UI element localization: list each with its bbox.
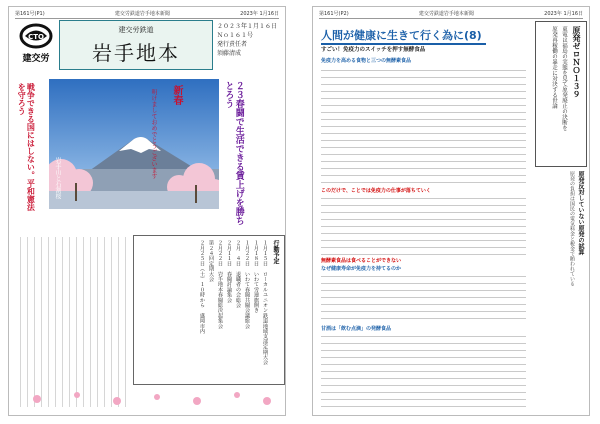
schedule-label: 行動予定 <box>272 240 279 264</box>
article-red-note-2: 無酵素食品は食べることができない <box>321 258 402 264</box>
schedule-item: １月１８日 いわて労連旗開き <box>253 240 259 313</box>
article-subhead-1: 免疫力を高める食物と三つの無酵素食品 <box>321 58 412 64</box>
masthead-title: 岩手地本 <box>92 41 180 65</box>
new-year-greeting: 明けましておめでとうございます <box>150 89 157 179</box>
schedule-item: 第２４回定期大会 <box>208 240 214 282</box>
cherry-blossom-decoration <box>17 387 279 411</box>
schedule-item: ２月２２日 岩手地本春闘総決起集会 <box>217 240 223 329</box>
newspaper-page-1 <box>8 6 286 416</box>
issue-publisher-label: 発行責任者 <box>217 41 248 48</box>
running-header <box>15 10 279 19</box>
mountain-photo-illustration <box>49 79 219 209</box>
issue-number: Ｎｏ１６１号 <box>217 32 254 39</box>
running-header-date: 2023年 1月16日 <box>544 11 583 17</box>
nuclear-zero-line: 東電は福島の実態を見て原発廃止の決断を <box>561 26 567 131</box>
svg-text:CTO: CTO <box>28 33 44 41</box>
nuclear-column-heading: 原発反対していない原発の試算 <box>577 171 584 255</box>
nuclear-column <box>535 171 587 407</box>
newspaper-page-2 <box>312 6 590 416</box>
photo-caption: 岩手山と石割桜 <box>54 157 61 199</box>
issue-info <box>217 22 283 58</box>
article-subtitle: すごい！免疫力のスイッチを押す無酵食品 <box>321 47 426 53</box>
masthead <box>59 20 213 70</box>
running-header-paper: 建交労鉄道岩手地本新聞 <box>114 11 170 17</box>
body-text-left <box>17 237 129 407</box>
schedule-box <box>133 235 285 385</box>
nuclear-zero-title: 原発ゼロＮＯ１３９ <box>572 26 581 98</box>
logo-wordmark: 建交労 <box>22 54 50 64</box>
article-body <box>321 67 526 409</box>
nuclear-zero-box <box>535 21 587 167</box>
article-subhead-3: 甘酒は「飲む点滴」の発酵食品 <box>321 326 392 332</box>
headline-peace-constitution: 戦争できる国にはしない。平和憲法を守ろう <box>17 83 36 211</box>
article-subhead-2: なぜ健康寿命が免疫力を持てるのか <box>321 266 402 272</box>
article-red-note-1: このだけで、ことでは免疫力の仕事が落ちていく <box>321 188 431 194</box>
issue-date: ２０２３年１月１６日 <box>217 23 278 30</box>
running-header-issue: 第161号(P1) <box>15 11 45 17</box>
running-header-issue: 第161号(P2) <box>319 11 349 17</box>
schedule-item: ２月２５日（土）１０時から 盛岡市内 <box>199 240 205 334</box>
cover-photo-iwate-mountain <box>49 79 219 209</box>
running-header-date: 2023年 1月16日 <box>240 11 279 17</box>
schedule-list <box>198 240 268 380</box>
masthead-subtitle: 建交労鉄道 <box>118 26 154 34</box>
blossom-icon <box>17 387 279 411</box>
schedule-item: １月２２日 いわて春闘共闘会議総会 <box>244 240 250 329</box>
schedule-item: １月１５日 ローカルユニオン鉄道地域支部定期大会 <box>262 240 268 365</box>
union-logo <box>17 21 55 65</box>
nuclear-column-text: 原発の負担は国民の電気料金と税金で賄われている <box>569 171 575 286</box>
new-year-title: 新春 <box>171 85 182 105</box>
issue-editor: 須藤清成 <box>217 50 242 57</box>
running-header <box>319 10 583 19</box>
nuclear-zero-line: 原発再稼働の暴走に対決する世論 <box>551 26 557 109</box>
running-header-paper: 建交労鉄道岩手地本新聞 <box>418 11 474 17</box>
schedule-item: ２月 ４日 退職者の会総会 <box>235 240 241 308</box>
schedule-item: ２月１１日 春闘討論集会 <box>226 240 232 303</box>
article-title: 人間が健康に生きて行く為に(8) <box>321 27 486 45</box>
headline-spring-struggle: ２３春闘で生活できる賃上げを勝ちとろう <box>223 81 244 225</box>
